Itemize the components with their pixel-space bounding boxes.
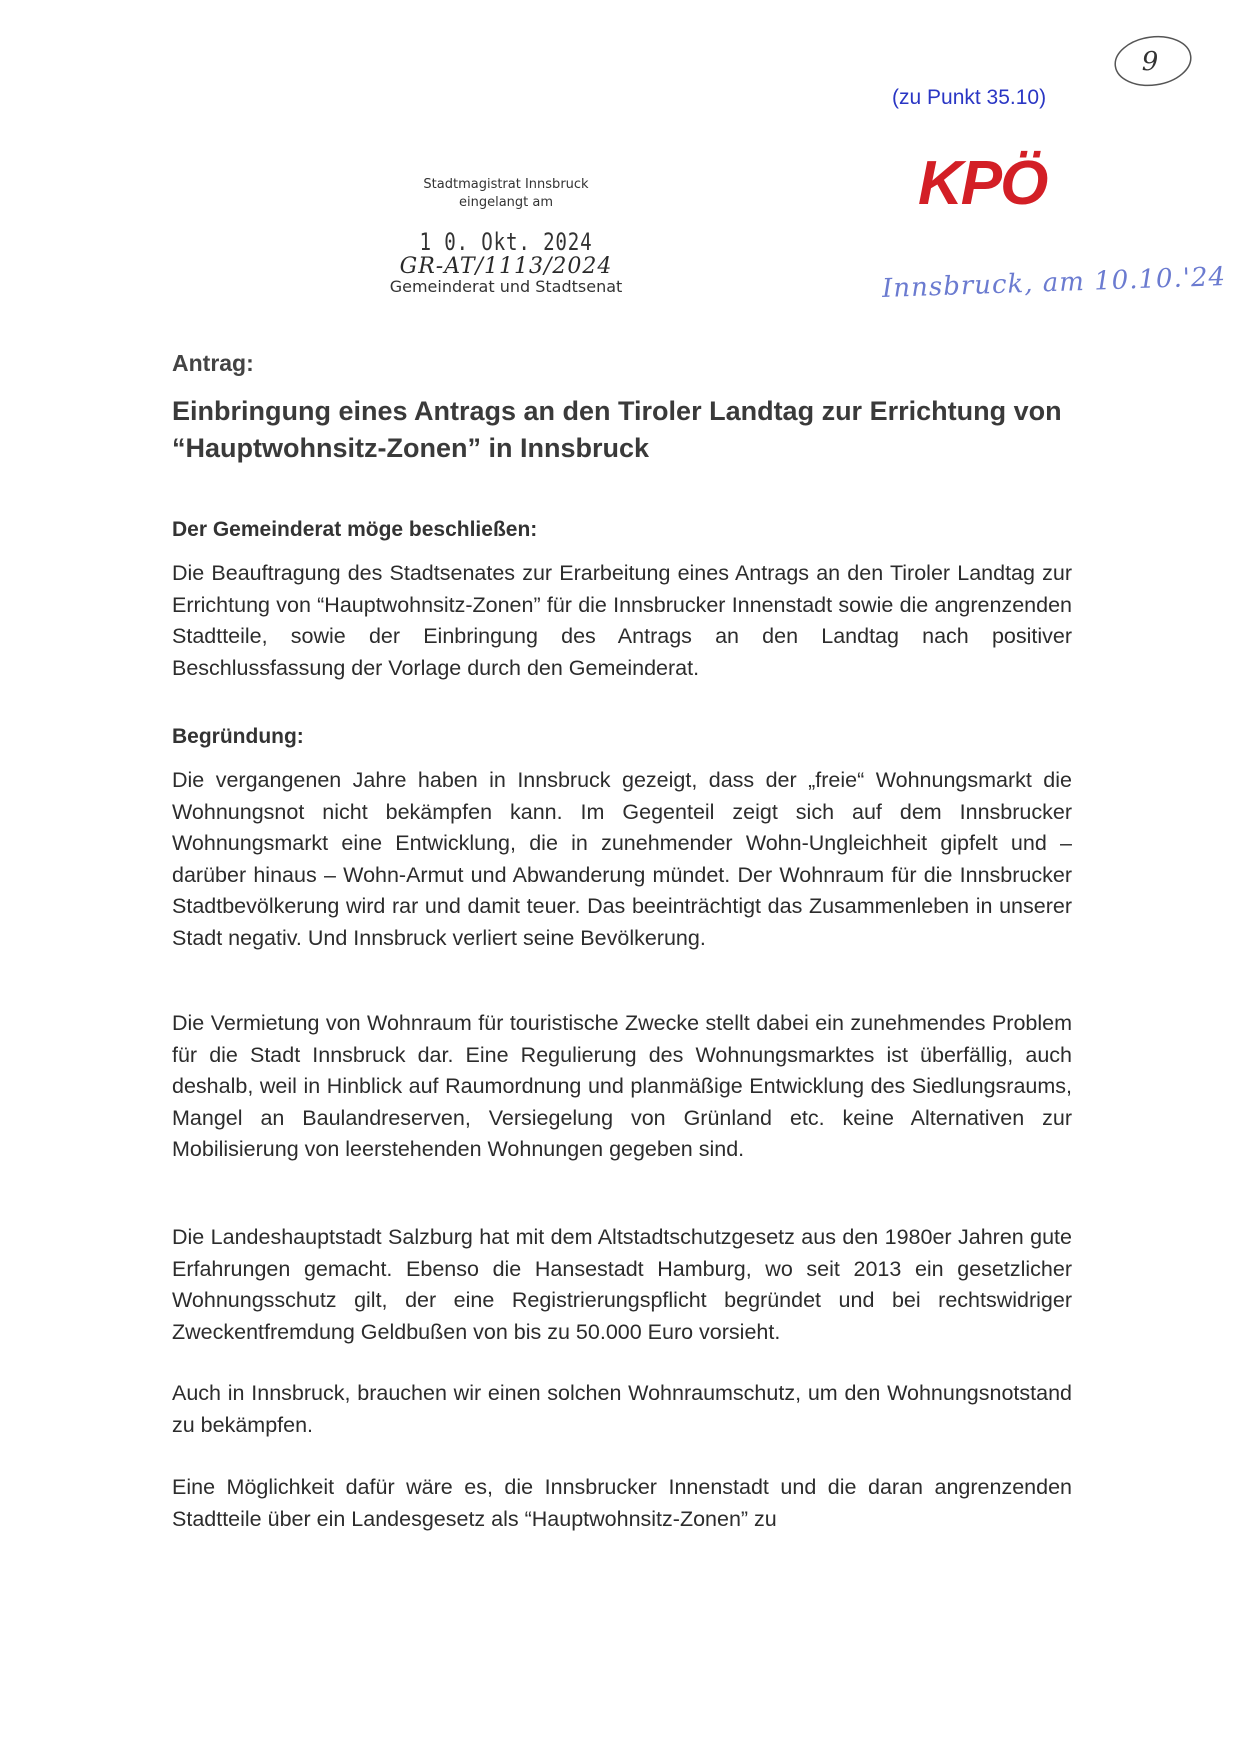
- document-kind: Antrag:: [172, 350, 254, 376]
- kpo-logo: [918, 142, 1102, 222]
- stamp-department: Gemeinderat und Stadtsenat: [389, 277, 623, 296]
- motion-text: Die Beauftragung des Stadtsenates zur Erarbeitung eines Antrags an den Tiroler Landtag zur Errichtung von “Hauptwohnsitz-Zonen” für die Innsbrucker Innenstadt sowie die angrenzenden Stadtteile, sowie der Einbringung des Antrags an den Landtag nach positiver Beschlussfassung der Vorlage durch den Gemeinderat.: [172, 561, 1072, 680]
- handwritten-place-date: Innsbruck, am 10.10.'24: [881, 262, 1227, 304]
- motion-heading: Der Gemeinderat möge beschließen:: [172, 518, 538, 541]
- reason-paragraph: Die Landeshauptstadt Salzburg hat mit dem Altstadtschutzgesetz aus den 1980er Jahren gute Erfahrungen gemacht. Ebenso die Hansestadt Hamburg, wo seit 2013 ein gesetzlicher Wohnungsschutz gilt, der eine Registrierungspflicht begründet und bei rechtswidriger Zweckentfremdung Geldbußen von bis zu 50.000 Euro vorsieht.: [172, 1225, 1072, 1344]
- reason-heading: Begründung:: [172, 725, 304, 748]
- page-number-circle: [1112, 30, 1194, 90]
- document-title: Einbringung eines Antrags an den Tiroler Landtag zur Errichtung von “Hauptwohnsitz-Zonen” in Innsbruck: [172, 396, 1062, 463]
- page-reference: (zu Punkt 35.10): [892, 86, 1047, 109]
- reason-paragraph: Eine Möglichkeit dafür wäre es, die Innsbrucker Innenstadt und die daran angrenzenden Stadtteile über ein Landesgesetz als “Hauptwohnsitz-Zonen” zu: [172, 1475, 1072, 1531]
- stamp-date: 1 0. Okt. 2024: [419, 228, 593, 256]
- stamp-authority: Stadtmagistrat Innsbruck: [423, 177, 589, 192]
- stamp-received-label: eingelangt am: [458, 195, 554, 210]
- receipt-stamp: [386, 176, 626, 296]
- page-number: 9: [1141, 47, 1159, 77]
- kpo-logo-text: KPÖ: [918, 149, 1047, 218]
- stamp-reference-number: GR-AT/1113/2024: [399, 254, 613, 279]
- reason-paragraph: Auch in Innsbruck, brauchen wir einen solchen Wohnraumschutz, um den Wohnungsnotstand zu bekämpfen.: [172, 1381, 1072, 1437]
- reason-paragraph: Die vergangenen Jahre haben in Innsbruck gezeigt, dass der „freie“ Wohnungsmarkt die Wohnungsnot nicht bekämpfen kann. Im Gegenteil zeigt sich auf dem Innsbrucker Wohnungsmarkt eine Entwicklung, die in zunehmender Wohn-Ungleichheit gipfelt und – darüber hinaus – Wohn-Armut und Abwanderung mündet. Der Wohnraum für die Innsbrucker Stadtbevölkerung wird rar und damit teuer. Das beeinträchtigt das Zusammenleben in unserer Stadt negativ. Und Innsbruck verliert seine Bevölkerung.: [172, 768, 1072, 950]
- reason-paragraph: Die Vermietung von Wohnraum für touristische Zwecke stellt dabei ein zunehmendes Problem für die Stadt Innsbruck dar. Eine Regulierung des Wohnungsmarktes ist überfällig, auch deshalb, weil in Hinblick auf Raumordnung und planmäßige Entwicklung des Siedlungsraums, Mangel an Baulandreserven, Versiegelung von Grünland etc. keine Alternativen zur Mobilisierung von leerstehenden Wohnungen gegeben sind.: [172, 1011, 1072, 1161]
